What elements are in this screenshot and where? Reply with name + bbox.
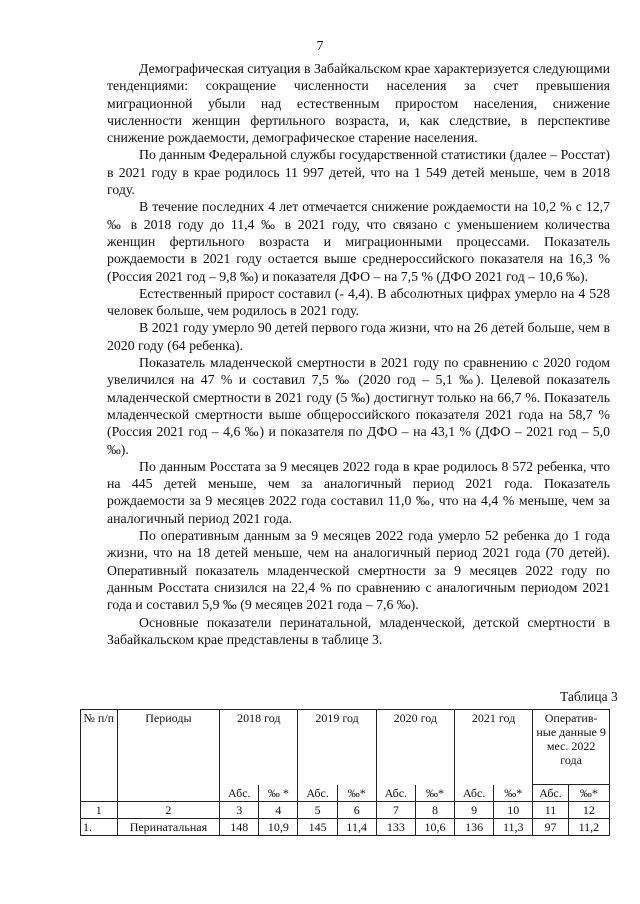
numbering-cell: 2	[117, 802, 220, 819]
subheader-cell: Абс.	[533, 785, 569, 802]
subheader-cell: ‰*	[568, 785, 609, 802]
numbering-cell: 8	[415, 802, 454, 819]
header-2019: 2019 год	[298, 710, 376, 785]
numbering-cell: 10	[494, 802, 533, 819]
row-value: 97	[533, 819, 569, 836]
subheader-cell: ‰ *	[259, 785, 298, 802]
header-2018: 2018 год	[220, 710, 298, 785]
numbering-cell: 7	[376, 802, 415, 819]
row-value: 10,9	[259, 819, 298, 836]
document-body	[107, 60, 610, 648]
paragraph: По данным Росстата за 9 месяцев 2022 года в крае родилось 8 572 ребенка, что на 445 детей меньше, чем за аналогичный период 2021 года. Показатель рождаемости за 9 месяцев 2022 года составил 11,0 ‰, что на 4,4 % меньше, чем за аналогичный период 2021 года.	[107, 458, 610, 526]
row-value: 136	[455, 819, 494, 836]
table-numbering-row	[81, 802, 610, 819]
numbering-cell: 12	[568, 802, 609, 819]
table-row	[81, 819, 610, 836]
row-value: 11,2	[568, 819, 609, 836]
numbering-cell: 5	[298, 802, 337, 819]
numbering-cell: 4	[259, 802, 298, 819]
subheader-cell: ‰*	[494, 785, 533, 802]
numbering-cell: 11	[533, 802, 569, 819]
row-value: 133	[376, 819, 415, 836]
paragraph: В 2021 году умерло 90 детей первого года жизни, что на 26 детей больше, чем в 2020 году (64 ребенка).	[107, 320, 610, 353]
subheader-cell: Абс.	[455, 785, 494, 802]
subheader-cell: ‰*	[415, 785, 454, 802]
subheader-cell: Абс.	[298, 785, 337, 802]
page-number: 7	[316, 38, 324, 53]
row-value: 10,6	[415, 819, 454, 836]
header-2020: 2020 год	[376, 710, 454, 785]
table-caption: Таблица 3	[560, 689, 618, 704]
mortality-table	[80, 709, 610, 836]
paragraph: Демографическая ситуация в Забайкальском крае характеризуется следующими тенденциями: сокращение численности населения за счет превышения миграционной убыли над естественным приростом населения, снижение численности женщин фертильного возраста, и, как следствие, в перспективе снижение рождаемости, демографическое старение населения.	[107, 61, 610, 146]
paragraph: Основные показатели перинатальной, младенческой, детской смертности в Забайкальском крае представлены в таблице 3.	[107, 614, 610, 647]
numbering-cell: 9	[455, 802, 494, 819]
header-periods: Периоды	[117, 710, 220, 802]
table-header-row	[81, 710, 610, 785]
row-name: Перинатальная	[117, 819, 220, 836]
row-value: 145	[298, 819, 337, 836]
subheader-cell: ‰*	[337, 785, 376, 802]
numbering-cell: 6	[337, 802, 376, 819]
paragraph: По данным Федеральной службы государственной статистики (далее – Росстат) в 2021 году в крае родилось 11 997 детей, что на 1 549 детей меньше, чем в 2018 году.	[107, 147, 610, 198]
paragraph: Показатель младенческой смертности в 2021 году по сравнению с 2020 годом увеличился на 47 % и составил 7,5 ‰ (2020 год – 5,1 ‰). Целевой показатель младенческой смертности в 2021 году (5 ‰) достигнут только на 66,7 %. Показатель младенческой смертности выше общероссийского показателя 2021 года на 58,7 % (Россия 2021 год – 4,6 ‰) и показателя по ДФО – на 43,1 % (ДФО – 2021 год – 5,0 ‰).	[107, 355, 610, 457]
row-value: 11,4	[337, 819, 376, 836]
row-value: 148	[220, 819, 259, 836]
paragraph: Естественный прирост составил (- 4,4). В абсолютных цифрах умерло на 4 528 человек больше, чем родилось в 2021 году.	[107, 285, 610, 319]
paragraph: По оперативным данным за 9 месяцев 2022 года умерло 52 ребенка до 1 года жизни, что на 18 детей меньше, чем на аналогичный период 2021 года (70 детей). Оперативный показатель младенческой смертности за 9 месяцев 2022 году по данным Росстата снизился на 22,4 % по сравнению с аналогичным периодом 2021 года и составил 5,9 ‰ (9 месяцев 2021 года – 7,6 ‰).	[107, 528, 610, 613]
subheader-cell: Абс.	[376, 785, 415, 802]
numbering-cell: 3	[220, 802, 259, 819]
paragraph: В течение последних 4 лет отмечается снижение рождаемости на 10,2 % с 12,7 ‰ в 2018 году до 11,4 ‰ в 2021 году, что связано с уменьшением количества женщин фертильного возраста и миграционными процессами. Показатель рождаемости в 2021 году остается выше среднероссийского показателя на 16,3 % (Россия 2021 год – 9,8 ‰) и показателя ДФО – на 7,5 % (ДФО 2021 год – 10,6 ‰).	[107, 199, 610, 284]
subheader-cell: Абс.	[220, 785, 259, 802]
numbering-cell: 1	[81, 802, 118, 819]
row-value: 11,3	[494, 819, 533, 836]
row-num: 1.	[81, 819, 118, 836]
header-num: № п/п	[81, 710, 118, 802]
header-2021: 2021 год	[455, 710, 533, 785]
header-operative-data: Оператив-ные данные 9 мес. 2022 года	[533, 710, 610, 785]
